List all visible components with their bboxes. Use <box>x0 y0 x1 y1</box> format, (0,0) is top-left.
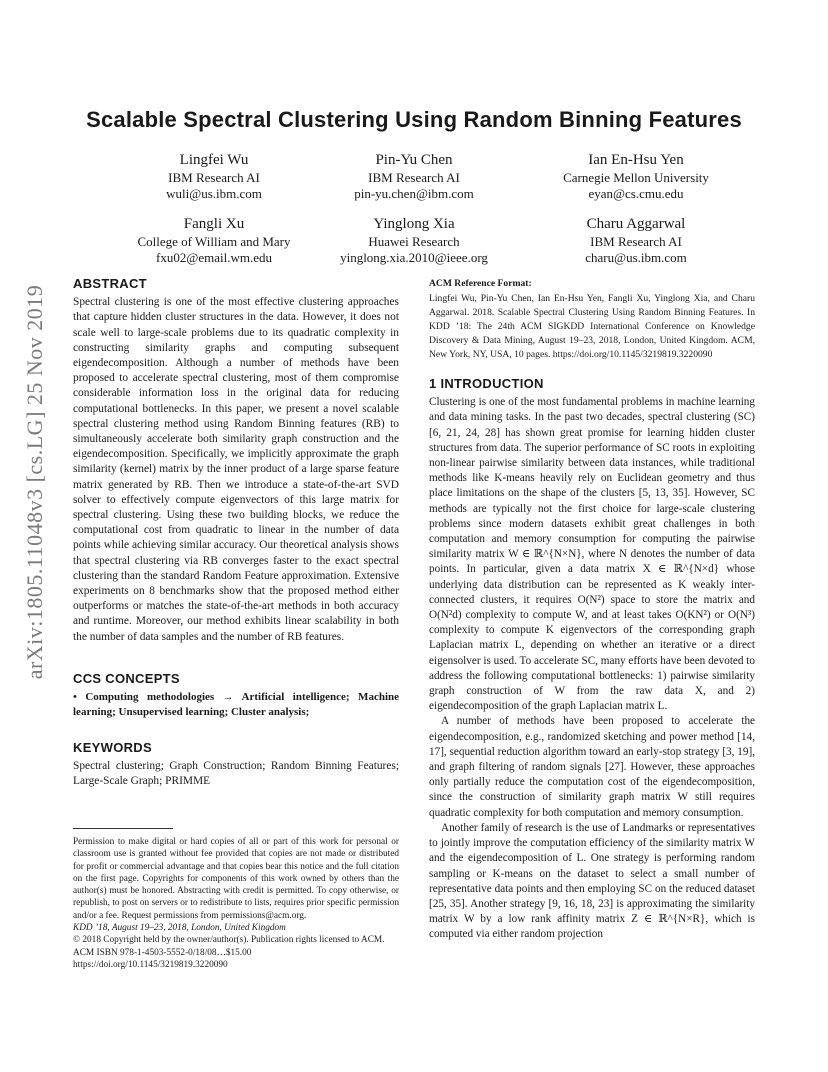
author-email: pin-yu.chen@ibm.com <box>354 186 474 201</box>
author-affiliation: IBM Research AI <box>590 234 682 249</box>
author-block <box>294 214 534 266</box>
introduction-section <box>429 376 755 943</box>
footnote-rule <box>73 828 173 829</box>
author-name: Charu Aggarwal <box>586 216 686 232</box>
author-name: Lingfei Wu <box>179 152 249 168</box>
abstract-heading: ABSTRACT <box>73 276 147 291</box>
acm-reference-text: Lingfei Wu, Pin-Yu Chen, Ian En-Hsu Yen, Fangli Xu, Yinglong Xia, and Charu Aggarwal. 2018. Scalable Spectral Clustering Using Random Binning Features. In KDD ’18: The 24th ACM SIGKDD International Conference on Knowledge Discovery & Data Mining, August 19–23, 2018, London, United Kingdom. ACM, New York, NY, USA, 10 pages. https://doi.org/10.1145/3219819.3220090 <box>429 293 755 360</box>
author-affiliation: Huawei Research <box>368 234 460 249</box>
keywords-text: Spectral clustering; Graph Construction; Random Binning Features; Large-Scale Graph; PRIMME <box>73 760 399 788</box>
keywords-section <box>73 740 399 790</box>
author-email: yinglong.xia.2010@ieee.org <box>340 250 488 265</box>
introduction-paragraph: Clustering is one of the most fundamental problems in machine learning and data mining tasks. In the past two decades, spectral clustering (SC) [6, 21, 24, 28] has shown great promise for learning hidden cluster structures from data. The superior performance of SC roots in exploiting non-linear pairwise similarity between data instances, while traditional methods like K-means heavily rely on Euclidean geometry and thus place limitations on the shape of the clusters [5, 13, 35]. However, SC methods are typically not the first choice for large-scale clustering problems since modern datasets exhibit great challenges in both computation and memory consumption for computing the pairwise similarity matrix W ∈ ℝ^{N×N}, where N denotes the number of data points. In particular, given a data matrix X ∈ ℝ^{N×d} whose underlying data distribution can be represented as K weakly inter-connected clusters, it requires O(N²) space to store the matrix and O(N²d) complexity to compute W, and at least takes O(KN²) or O(N³) complexity to compute K eigenvectors of the corresponding graph Laplacian matrix L, depending on whether an iterative or a direct eigensolver is used. To accelerate SC, many efforts have been devoted to address the following computational bottlenecks: 1) pairwise similarity graph construction of W from the raw data X, and 2) eigendecomposition of the graph Laplacian matrix L. <box>429 396 755 713</box>
abstract-section <box>73 276 399 645</box>
author-affiliation: IBM Research AI <box>368 170 460 185</box>
author-email: eyan@cs.cmu.edu <box>588 186 684 201</box>
acm-reference-heading: ACM Reference Format: <box>429 278 532 289</box>
footnote <box>73 836 399 971</box>
introduction-paragraph: Another family of research is the use of Landmarks or representatives to jointly improve the computation efficiency of the similarity matrix W and the eigendecomposition of L. One strategy is performing random sampling or K-means on the dataset to select a small number of representative data points and then employing SC on the reduced dataset [25, 35]. Another strategy [9, 16, 18, 23] is approximating the similarity matrix W by a low rank affinity matrix Z ∈ ℝ^{N×R}, which is computed via either random projection <box>429 821 755 941</box>
introduction-paragraph: A number of methods have been proposed to accelerate the eigendecomposition, e.g., randomized sketching and power method [14, 17], sequential reduction algorithm toward an early-stop strategy [3, 19], and graph filtering of random signals [27]. However, these approaches only partially reduce the computation cost of the eigendecomposition, since the construction of similarity graph matrix W still requires quadratic complexity for both computation and memory consumption. <box>429 715 755 819</box>
author-block <box>294 150 534 202</box>
author-email: fxu02@email.wm.edu <box>156 250 272 265</box>
author-email: wuli@us.ibm.com <box>166 186 262 201</box>
author-name: Yinglong Xia <box>373 216 455 232</box>
isbn-line: ACM ISBN 978-1-4503-5552-0/18/08…$15.00 <box>73 947 252 958</box>
ccs-text: • Computing methodologies → Artificial intelligence; Machine learning; Unsupervised learning; Cluster analysis; <box>73 691 399 719</box>
author-name: Fangli Xu <box>183 216 245 232</box>
author-affiliation: Carnegie Mellon University <box>563 170 709 185</box>
conference-line: KDD ’18, August 19–23, 2018, London, United Kingdom <box>73 923 286 934</box>
author-affiliation: College of William and Mary <box>137 234 291 249</box>
author-name: Pin-Yu Chen <box>375 152 453 168</box>
acm-reference-section <box>429 278 755 362</box>
keywords-heading: KEYWORDS <box>73 740 152 755</box>
abstract-text: Spectral clustering is one of the most effective clustering approaches that capture hidden cluster structures in the data. However, it does not scale well to large-scale problems due to its quadratic complexity in constructing similarity graphs and computing subsequent eigendecomposition. Although a number of methods have been proposed to accelerate spectral clustering, most of them compromise considerable information loss in the original data for reducing computational bottlenecks. In this paper, we present a novel scalable spectral clustering method using Random Binning features (RB) to simultaneously accelerate both similarity graph construction and the eigendecomposition. Specifically, we implicitly approximate the graph similarity (kernel) matrix by the inner product of a large sparse feature matrix generated by RB. Then we introduce a state-of-the-art SVD solver to effectively compute eigenvectors of this large matrix for spectral clustering. Using these two building blocks, we reduce the computational cost from quadratic to linear in the number of data points while achieving similar accuracy. Our theoretical analysis shows that spectral clustering via RB converges faster to the exact spectral clustering than the standard Random Feature approximation. Extensive experiments on 8 benchmarks show that the proposed method either outperforms or matches the state-of-the-art methods in both accuracy and runtime. Moreover, our method exhibits linear scalability in both the number of data samples and the number of RB features. <box>73 296 399 643</box>
arxiv-stamp-text: arXiv:1805.11048v3 [cs.LG] 25 Nov 2019 <box>22 284 47 680</box>
author-block <box>516 214 756 266</box>
author-affiliation: IBM Research AI <box>168 170 260 185</box>
introduction-heading: 1 INTRODUCTION <box>429 376 544 391</box>
paper-title: Scalable Spectral Clustering Using Random Binning Features <box>86 107 742 132</box>
arxiv-stamp <box>12 272 58 692</box>
doi-line: https://doi.org/10.1145/3219819.3220090 <box>73 959 228 970</box>
permission-notice: Permission to make digital or hard copies of all or part of this work for personal or classroom use is granted without fee provided that copies are not made or distributed for profit or commercial advantage and that copies bear this notice and the full citation on the first page. Copyrights for components of this work owned by others than the author(s) must be honored. Abstracting with credit is permitted. To copy otherwise, or republish, to post on servers or to redistribute to lists, requires prior specific permission and/or a fee. Request permissions from permissions@acm.org. <box>73 837 399 921</box>
author-email: charu@us.ibm.com <box>585 250 687 265</box>
copyright-line: © 2018 Copyright held by the owner/author(s). Publication rights licensed to ACM. <box>73 935 385 946</box>
author-name: Ian En-Hsu Yen <box>588 152 684 168</box>
ccs-section <box>73 671 399 721</box>
ccs-heading: CCS CONCEPTS <box>73 671 180 686</box>
author-block <box>516 150 756 202</box>
